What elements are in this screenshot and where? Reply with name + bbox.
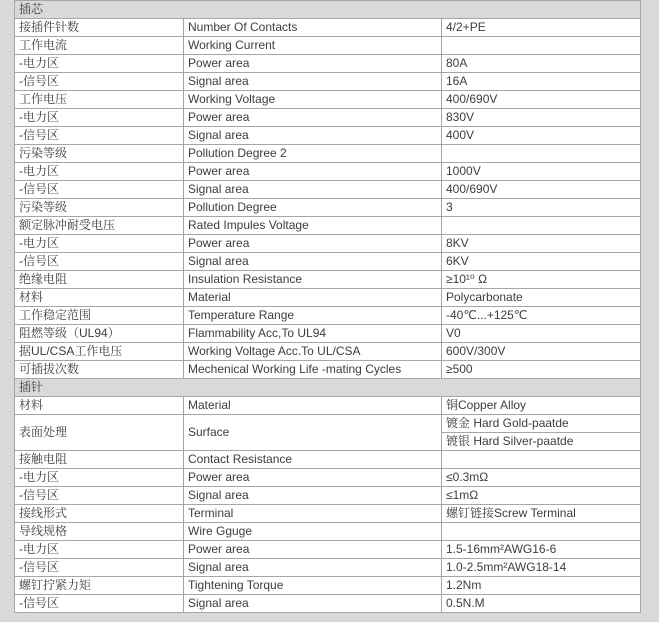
value-cell: 1.2Nm [442,577,641,595]
spec-row [15,37,641,55]
label-en-cell: Power area [184,109,442,127]
section-header-row [15,1,641,19]
spec-row [15,469,641,487]
value-cell: 80A [442,55,641,73]
label-en-cell: Power area [184,163,442,181]
spec-row [15,559,641,577]
label-cn-cell: 表面处理 [15,415,184,451]
spec-row [15,397,641,415]
value-cell: 400/690V [442,181,641,199]
label-en-cell: Signal area [184,595,442,613]
label-en-cell: Pollution Degree 2 [184,145,442,163]
spec-row [15,595,641,613]
value-cell: ≤1mΩ [442,487,641,505]
value-cell: 400V [442,127,641,145]
spec-table [14,0,641,613]
spec-row [15,163,641,181]
label-en-cell: Signal area [184,127,442,145]
label-cn-cell: 额定脉冲耐受电压 [15,217,184,235]
spec-row [15,307,641,325]
spec-row [15,415,641,433]
label-en-cell: Terminal [184,505,442,523]
spec-row [15,19,641,37]
spec-row [15,505,641,523]
label-en-cell: Signal area [184,73,442,91]
value-cell: 4/2+PE [442,19,641,37]
value-cell [442,523,641,541]
label-cn-cell: 污染等级 [15,145,184,163]
value-cell: ≥500 [442,361,641,379]
label-en-cell: Working Current [184,37,442,55]
label-en-cell: Rated Impules Voltage [184,217,442,235]
label-en-cell: Wire Gguge [184,523,442,541]
label-en-cell: Power area [184,55,442,73]
spec-row [15,55,641,73]
value-cell: 螺钉链接Screw Terminal [442,505,641,523]
value-cell [442,451,641,469]
spec-row [15,73,641,91]
label-cn-cell: -信号区 [15,127,184,145]
label-cn-cell: 导线规格 [15,523,184,541]
label-en-cell: Material [184,397,442,415]
value-cell: 1000V [442,163,641,181]
label-cn-cell: 阻燃等级（UL94） [15,325,184,343]
label-en-cell: Power area [184,541,442,559]
label-cn-cell: 接触电阻 [15,451,184,469]
spec-row [15,451,641,469]
section-header-row [15,379,641,397]
spec-row [15,109,641,127]
spec-row [15,181,641,199]
label-cn-cell: 可插拔次数 [15,361,184,379]
section-header-cell: 插芯 [15,1,641,19]
spec-row [15,127,641,145]
label-cn-cell: -电力区 [15,541,184,559]
label-cn-cell: -信号区 [15,559,184,577]
value-cell: Polycarbonate [442,289,641,307]
spec-table-body [15,1,641,613]
spec-row [15,577,641,595]
label-en-cell: Pollution Degree [184,199,442,217]
spec-row [15,289,641,307]
value-cell [442,37,641,55]
label-en-cell: Tightening Torque [184,577,442,595]
label-en-cell: Signal area [184,253,442,271]
value-cell: 16A [442,73,641,91]
spec-row [15,541,641,559]
spec-row [15,217,641,235]
label-cn-cell: -电力区 [15,55,184,73]
spec-row [15,145,641,163]
spec-row [15,523,641,541]
section-header-cell: 插针 [15,379,641,397]
spec-row [15,199,641,217]
label-cn-cell: -信号区 [15,595,184,613]
spec-row [15,487,641,505]
label-en-cell: Signal area [184,559,442,577]
value-cell: 6KV [442,253,641,271]
label-cn-cell: -信号区 [15,181,184,199]
label-cn-cell: -信号区 [15,253,184,271]
label-en-cell: Signal area [184,181,442,199]
value-cell: 8KV [442,235,641,253]
label-cn-cell: 材料 [15,289,184,307]
label-cn-cell: 工作稳定范围 [15,307,184,325]
label-cn-cell: -电力区 [15,235,184,253]
label-en-cell: Working Voltage [184,91,442,109]
value-cell: 1.5-16mm²AWG16-6 [442,541,641,559]
value-cell: 铜Copper Alloy [442,397,641,415]
label-cn-cell: -信号区 [15,487,184,505]
label-cn-cell: -电力区 [15,109,184,127]
spec-row [15,343,641,361]
label-en-cell: Temperature Range [184,307,442,325]
value-cell: 1.0-2.5mm²AWG18-14 [442,559,641,577]
label-en-cell: Surface [184,415,442,451]
value-cell: 600V/300V [442,343,641,361]
label-en-cell: Power area [184,469,442,487]
spec-row [15,361,641,379]
label-cn-cell: -信号区 [15,73,184,91]
value-cell: 镀银 Hard Silver-paatde [442,433,641,451]
label-en-cell: Flammability Acc,To UL94 [184,325,442,343]
label-en-cell: Material [184,289,442,307]
value-cell: ≥10¹⁰ Ω [442,271,641,289]
label-cn-cell: 工作电流 [15,37,184,55]
value-cell: 400/690V [442,91,641,109]
label-cn-cell: 接线形式 [15,505,184,523]
label-cn-cell: 螺钉拧紧力矩 [15,577,184,595]
label-en-cell: Insulation Resistance [184,271,442,289]
label-en-cell: Mechenical Working Life -mating Cycles [184,361,442,379]
spec-row [15,271,641,289]
spec-row [15,235,641,253]
label-cn-cell: -电力区 [15,469,184,487]
spec-row [15,91,641,109]
value-cell: V0 [442,325,641,343]
value-cell: 3 [442,199,641,217]
label-cn-cell: 污染等级 [15,199,184,217]
value-cell [442,145,641,163]
label-cn-cell: 绝缘电阻 [15,271,184,289]
label-en-cell: Number Of Contacts [184,19,442,37]
value-cell: -40℃...+125℃ [442,307,641,325]
label-cn-cell: 接插件针数 [15,19,184,37]
value-cell [442,217,641,235]
value-cell: ≤0.3mΩ [442,469,641,487]
label-en-cell: Power area [184,235,442,253]
label-en-cell: Signal area [184,487,442,505]
value-cell: 830V [442,109,641,127]
spec-row [15,253,641,271]
label-cn-cell: 据UL/CSA工作电压 [15,343,184,361]
label-cn-cell: 工作电压 [15,91,184,109]
label-en-cell: Working Voltage Acc.To UL/CSA [184,343,442,361]
spec-row [15,325,641,343]
label-cn-cell: 材料 [15,397,184,415]
value-cell: 0.5N.M [442,595,641,613]
value-cell: 镀金 Hard Gold-paatde [442,415,641,433]
label-en-cell: Contact Resistance [184,451,442,469]
label-cn-cell: -电力区 [15,163,184,181]
